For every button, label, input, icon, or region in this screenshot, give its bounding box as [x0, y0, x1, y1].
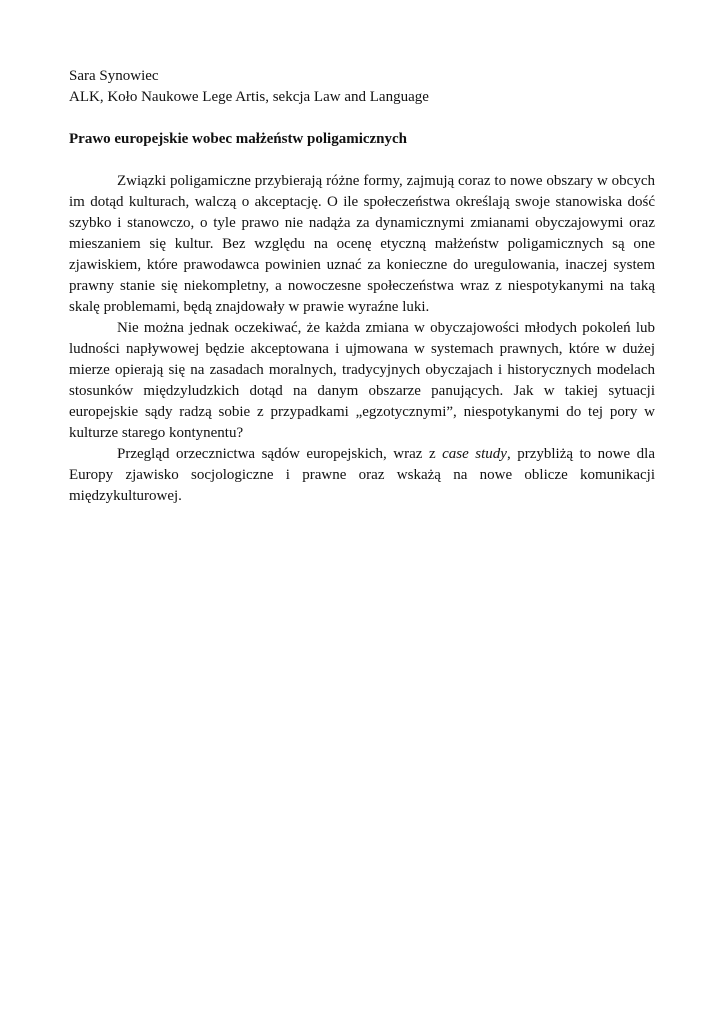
- document-title: Prawo europejskie wobec małżeństw poligamicznych: [69, 131, 408, 147]
- paragraph-1: Związki poligamiczne przybierają różne formy, zajmują coraz to nowe obszary w obcych im dotąd kulturach, walczą o akceptację. O ile społeczeństwa określają swoje stanowiska dość szybko i stanowczo, o tyle prawo nie nadąża za dynamicznymi zmianami obyczajowymi oraz mieszaniem się kultur. Bez względu na ocenę etyczną małżeństw poligamicznych są one zjawiskiem, które prawodawca powinien uznać za konieczne do uregulowania, inaczej system prawny stanie się niekompletny, a nowoczesne społeczeństwa wraz z niespotykanymi na taką skalę problemami, będą znajdowały w prawie wyraźne luki.: [69, 173, 655, 315]
- paragraph-3-emphasis: case study: [442, 446, 507, 462]
- paragraph-3: [69, 444, 655, 507]
- paragraph-3-end: , przybliżą to nowe dla Europy zjawisko socjologiczne i prawne oraz wskażą na nowe oblicze komunikacji międzykulturowej.: [69, 446, 655, 504]
- author-name: Sara Synowiec: [69, 68, 159, 84]
- author-affiliation: ALK, Koło Naukowe Lege Artis, sekcja Law and Language: [69, 89, 429, 105]
- paragraph-3-start: Przegląd orzecznictwa sądów europejskich, wraz z: [117, 446, 443, 462]
- paragraph-2: Nie można jednak oczekiwać, że każda zmiana w obyczajowości młodych pokoleń lub ludności napływowej będzie akceptowana i ujmowana w systemach prawnych, które w dużej mierze opierają się na zasadach moralnych, tradycyjnych obyczajach i historycznych modelach stosunków międzyludzkich dotąd na danym obszarze panujących. Jak w takiej sytuacji europejskie sądy radzą sobie z przypadkami „egzotycznymi”, niespotykanymi do tej pory w kulturze starego kontynentu?: [69, 320, 655, 441]
- document-page: [69, 66, 655, 507]
